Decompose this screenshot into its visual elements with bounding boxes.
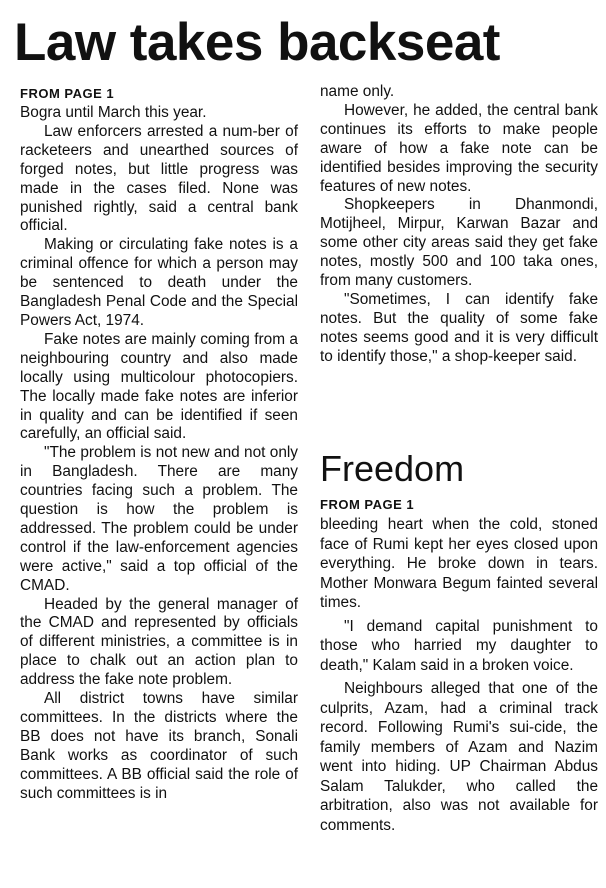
article-paragraph: name only.: [320, 83, 395, 100]
article-paragraph: Law enforcers arrested a num-ber of racketeers and unearthed sources of forged notes, but little progress was made in the cases filed. None was punished rightly, said a central bank official.: [20, 122, 298, 235]
freedom-headline: Freedom: [320, 448, 465, 489]
article-paragraph: "I demand capital punishment to those who harried my daughter to death," Kalam said in a broken voice.: [320, 617, 598, 674]
main-article-kicker: FROM PAGE 1: [20, 86, 115, 101]
freedom-article-column: [320, 497, 598, 835]
article-paragraph: "Sometimes, I can identify fake notes. But the quality of some fake notes seems good and it is very difficult to identify those," a shop-keeper said.: [320, 290, 598, 365]
article-paragraph: Neighbours alleged that one of the culprits, Azam, had a criminal track record. Following Rumi's sui-cide, the family members of Azam and Nazim went into hiding. UP Chairman Abdus Salam Talukder, who called the arbitration, also was not available for comments.: [320, 680, 598, 834]
main-headline: Law takes backseat: [14, 13, 500, 72]
article-paragraph: Fake notes are mainly coming from a neighbouring country and also made locally using multicolour photocopiers. The locally made fake notes are inferior in quality and can be identified if seen carefully, an official said.: [20, 330, 298, 443]
article-paragraph: bleeding heart when the cold, stoned face of Rumi kept her eyes closed upon everything. He broke down in tears. Mother Monwara Begum fainted several times.: [320, 516, 598, 611]
article-paragraph: All district towns have similar committees. In the districts where the BB does not have its branch, Sonali Bank works as coordinator of such committees. A BB official said the role of such committees is in: [20, 690, 298, 802]
main-article-left-column: [20, 86, 298, 804]
article-paragraph: Bogra until March this year.: [20, 104, 207, 121]
article-paragraph: Shopkeepers in Dhanmondi, Motijheel, Mirpur, Karwan Bazar and some other city areas said they get fake notes, mostly 500 and 100 taka ones, from many customers.: [320, 196, 598, 290]
article-paragraph: Headed by the general manager of the CMAD and represented by officials of different ministries, a committee is in place to chalk out an action plan to address the fake note problem.: [20, 595, 298, 689]
article-paragraph: "The problem is not new and not only in Bangladesh. There are many countries facing such a problem. The question is how the problem is addressed. The problem could be under control if the law-enforcement agencies were active," said a top official of the CMAD.: [20, 444, 298, 594]
article-paragraph: However, he added, the central bank continues its efforts to make people aware of how a fake note can be identified besides improving the security features of new notes.: [320, 101, 598, 195]
main-article-right-column: [320, 83, 598, 367]
article-paragraph: Making or circulating fake notes is a criminal offence for which a person may be sentenced to death under the Bangladesh Penal Code and the Special Powers Act, 1974.: [20, 236, 298, 329]
freedom-article-kicker: FROM PAGE 1: [320, 497, 415, 512]
